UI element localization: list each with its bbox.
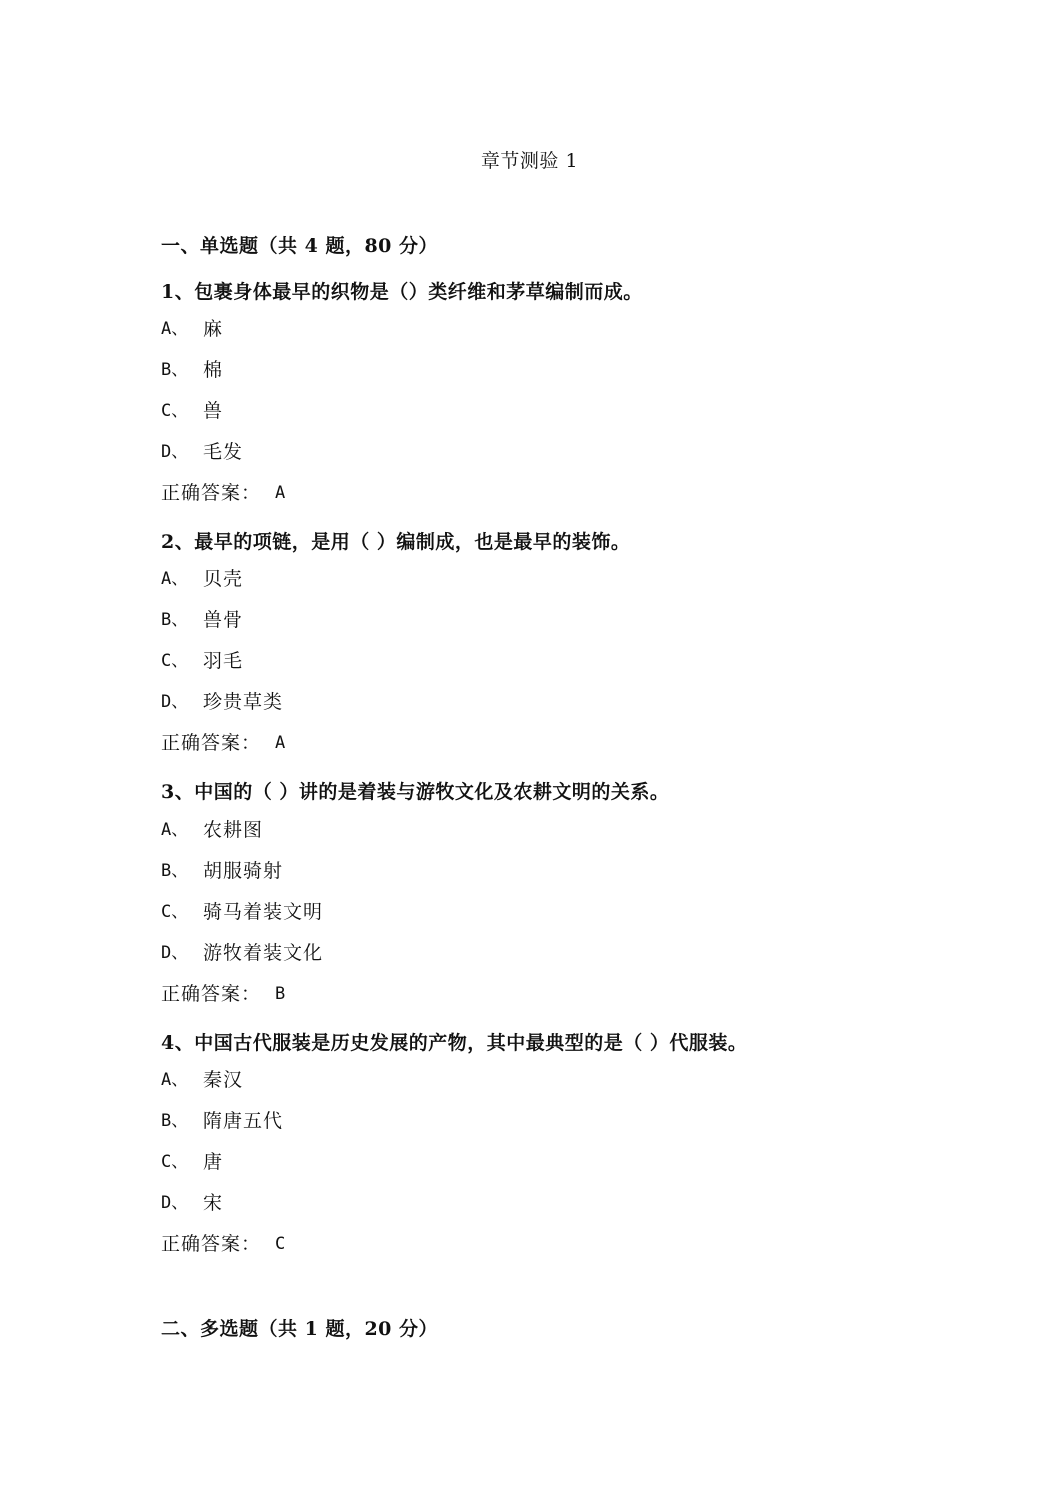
question-text: 3、中国的（ ）讲的是着装与游牧文化及农耕文明的关系。 xyxy=(161,781,670,803)
option-item xyxy=(161,860,283,882)
option-text: 羽毛 xyxy=(203,650,244,672)
question-text: 1、包裹身体最早的织物是（）类纤维和茅草编制而成。 xyxy=(161,281,643,303)
answer-value: A xyxy=(275,483,286,503)
answer-label: 正确答案： xyxy=(161,732,262,754)
option-text: 麻 xyxy=(203,318,224,340)
option-text: 秦汉 xyxy=(203,1069,244,1091)
option-item xyxy=(161,568,243,590)
section-heading-multiple-choice: 二、多选题（共 1 题，20 分） xyxy=(161,1318,439,1340)
option-item xyxy=(161,1110,283,1132)
option-letter: A、 xyxy=(161,569,189,589)
option-letter: A、 xyxy=(161,820,189,840)
correct-answer xyxy=(161,983,285,1005)
option-text: 胡服骑射 xyxy=(203,860,284,882)
correct-answer xyxy=(161,732,285,754)
option-text: 兽 xyxy=(203,400,224,422)
option-letter: D、 xyxy=(161,943,189,963)
question-text: 2、最早的项链，是用（ ）编制成，也是最早的装饰。 xyxy=(161,531,631,553)
option-letter: B、 xyxy=(161,610,189,630)
option-item xyxy=(161,359,223,381)
option-letter: A、 xyxy=(161,1070,189,1090)
option-text: 兽骨 xyxy=(203,609,244,631)
option-text: 棉 xyxy=(203,359,224,381)
answer-label: 正确答案： xyxy=(161,482,262,504)
option-letter: D、 xyxy=(161,1193,189,1213)
option-item xyxy=(161,942,323,964)
option-letter: B、 xyxy=(161,861,189,881)
option-letter: C、 xyxy=(161,651,189,671)
page-title: 章节测验 1 xyxy=(480,150,579,172)
option-item xyxy=(161,1069,243,1091)
option-letter: B、 xyxy=(161,1111,189,1131)
option-item xyxy=(161,441,243,463)
option-text: 毛发 xyxy=(203,441,244,463)
option-text: 珍贵草类 xyxy=(203,691,284,713)
option-text: 贝壳 xyxy=(203,568,244,590)
option-letter: C、 xyxy=(161,902,189,922)
option-item xyxy=(161,691,283,713)
answer-value: B xyxy=(275,984,286,1004)
answer-label: 正确答案： xyxy=(161,983,262,1005)
option-letter: C、 xyxy=(161,401,189,421)
option-item xyxy=(161,609,243,631)
option-text: 唐 xyxy=(203,1151,224,1173)
option-letter: D、 xyxy=(161,692,189,712)
option-item xyxy=(161,318,223,340)
correct-answer xyxy=(161,1233,285,1255)
option-item xyxy=(161,819,263,841)
option-text: 宋 xyxy=(203,1192,224,1214)
answer-value: A xyxy=(275,733,286,753)
question-text: 4、中国古代服装是历史发展的产物，其中最典型的是（ ）代服装。 xyxy=(161,1032,748,1054)
correct-answer xyxy=(161,482,285,504)
section-heading-single-choice: 一、单选题（共 4 题，80 分） xyxy=(161,235,439,257)
option-item xyxy=(161,400,223,422)
answer-value: C xyxy=(275,1234,286,1254)
option-letter: D、 xyxy=(161,442,189,462)
option-item xyxy=(161,1192,223,1214)
option-item xyxy=(161,650,243,672)
option-text: 农耕图 xyxy=(203,819,264,841)
option-item xyxy=(161,1151,223,1173)
option-text: 游牧着装文化 xyxy=(203,942,324,964)
option-letter: B、 xyxy=(161,360,189,380)
option-letter: C、 xyxy=(161,1152,189,1172)
option-letter: A、 xyxy=(161,319,189,339)
option-text: 骑马着装文明 xyxy=(203,901,324,923)
option-text: 隋唐五代 xyxy=(203,1110,284,1132)
answer-label: 正确答案： xyxy=(161,1233,262,1255)
option-item xyxy=(161,901,323,923)
